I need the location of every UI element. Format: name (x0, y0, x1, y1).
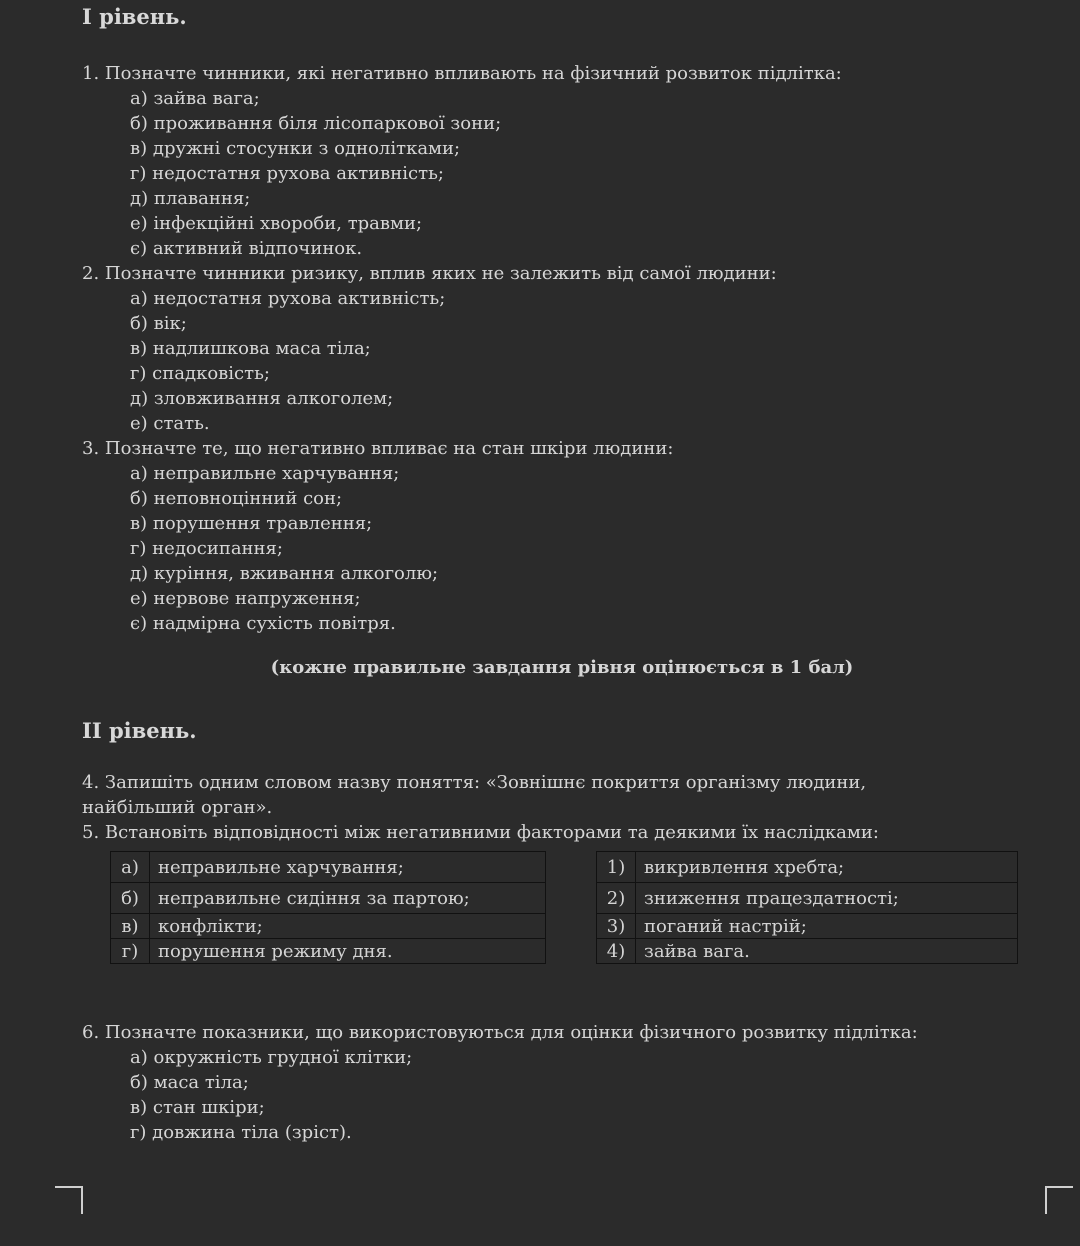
q3-option-f: е) нервове напруження; (130, 588, 361, 609)
factors-table (110, 851, 546, 964)
q3-option-g: є) надмірна сухість повітря. (130, 613, 396, 634)
q2-option-e: д) зловживання алкоголем; (130, 388, 394, 409)
factor-value: порушення режиму дня. (150, 939, 546, 964)
q3-option-e: д) куріння, вживання алкоголю; (130, 563, 439, 584)
consequence-value: поганий настрій; (636, 914, 1018, 939)
factor-value: неправильне сидіння за партою; (150, 883, 546, 914)
q6-option-a: а) окружність грудної клітки; (130, 1047, 413, 1068)
q6-option-b: б) маса тіла; (130, 1072, 249, 1093)
factor-key: а) (111, 852, 150, 883)
consequence-value: зниження працездатності; (636, 883, 1018, 914)
q2-option-b: б) вік; (130, 313, 187, 334)
page-corner-mark-left (55, 1186, 83, 1214)
question-4-line-1: 4. Запишіть одним словом назву поняття: «Зовнішнє покриття організму людини, (82, 772, 867, 793)
table-row (111, 852, 546, 883)
q1-option-d: г) недостатня рухова активність; (130, 163, 444, 184)
level1-heading: I рівень. (82, 4, 187, 29)
question-3: 3. Позначте те, що негативно впливає на стан шкіри людини: (82, 438, 674, 459)
level2-heading: II рівень. (82, 718, 197, 743)
consequence-value: зайва вага. (636, 939, 1018, 964)
q3-option-b: б) неповноцінний сон; (130, 488, 343, 509)
table-row (597, 883, 1018, 914)
q2-option-d: г) спадковість; (130, 363, 270, 384)
factor-key: в) (111, 914, 150, 939)
consequences-table (596, 851, 1018, 964)
question-4-line-2: найбільший орган». (82, 797, 273, 818)
grading-note: (кожне правильне завдання рівня оцінюється в 1 бал) (270, 657, 854, 678)
page-corner-mark-right (1045, 1186, 1073, 1214)
question-5: 5. Встановіть відповідності між негативними факторами та деякими їх наслідками: (82, 822, 879, 843)
q1-option-g: є) активний відпочинок. (130, 238, 363, 259)
table-row (111, 914, 546, 939)
q1-option-b: б) проживання біля лісопаркової зони; (130, 113, 502, 134)
consequence-key: 4) (597, 939, 636, 964)
consequence-key: 1) (597, 852, 636, 883)
factor-value: неправильне харчування; (150, 852, 546, 883)
q2-option-c: в) надлишкова маса тіла; (130, 338, 371, 359)
factor-value: конфлікти; (150, 914, 546, 939)
table-row (597, 939, 1018, 964)
q1-option-e: д) плавання; (130, 188, 251, 209)
factor-key: б) (111, 883, 150, 914)
q6-option-c: в) стан шкіри; (130, 1097, 265, 1118)
table-row (597, 914, 1018, 939)
consequence-key: 3) (597, 914, 636, 939)
question-2: 2. Позначте чинники ризику, вплив яких не залежить від самої людини: (82, 263, 777, 284)
q1-option-c: в) дружні стосунки з однолітками; (130, 138, 461, 159)
table-row (597, 852, 1018, 883)
factor-key: г) (111, 939, 150, 964)
table-row (111, 883, 546, 914)
question-6: 6. Позначте показники, що використовуються для оцінки фізичного розвитку підлітка: (82, 1022, 918, 1043)
consequence-key: 2) (597, 883, 636, 914)
q2-option-f: е) стать. (130, 413, 210, 434)
table-row (111, 939, 546, 964)
q3-option-c: в) порушення травлення; (130, 513, 373, 534)
q3-option-d: г) недосипання; (130, 538, 283, 559)
question-1: 1. Позначте чинники, які негативно впливають на фізичний розвиток підлітка: (82, 63, 842, 84)
q1-option-a: а) зайва вага; (130, 88, 260, 109)
q2-option-a: а) недостатня рухова активність; (130, 288, 446, 309)
consequence-value: викривлення хребта; (636, 852, 1018, 883)
q3-option-a: а) неправильне харчування; (130, 463, 400, 484)
q6-option-d: г) довжина тіла (зріст). (130, 1122, 352, 1143)
q1-option-f: е) інфекційні хвороби, травми; (130, 213, 423, 234)
